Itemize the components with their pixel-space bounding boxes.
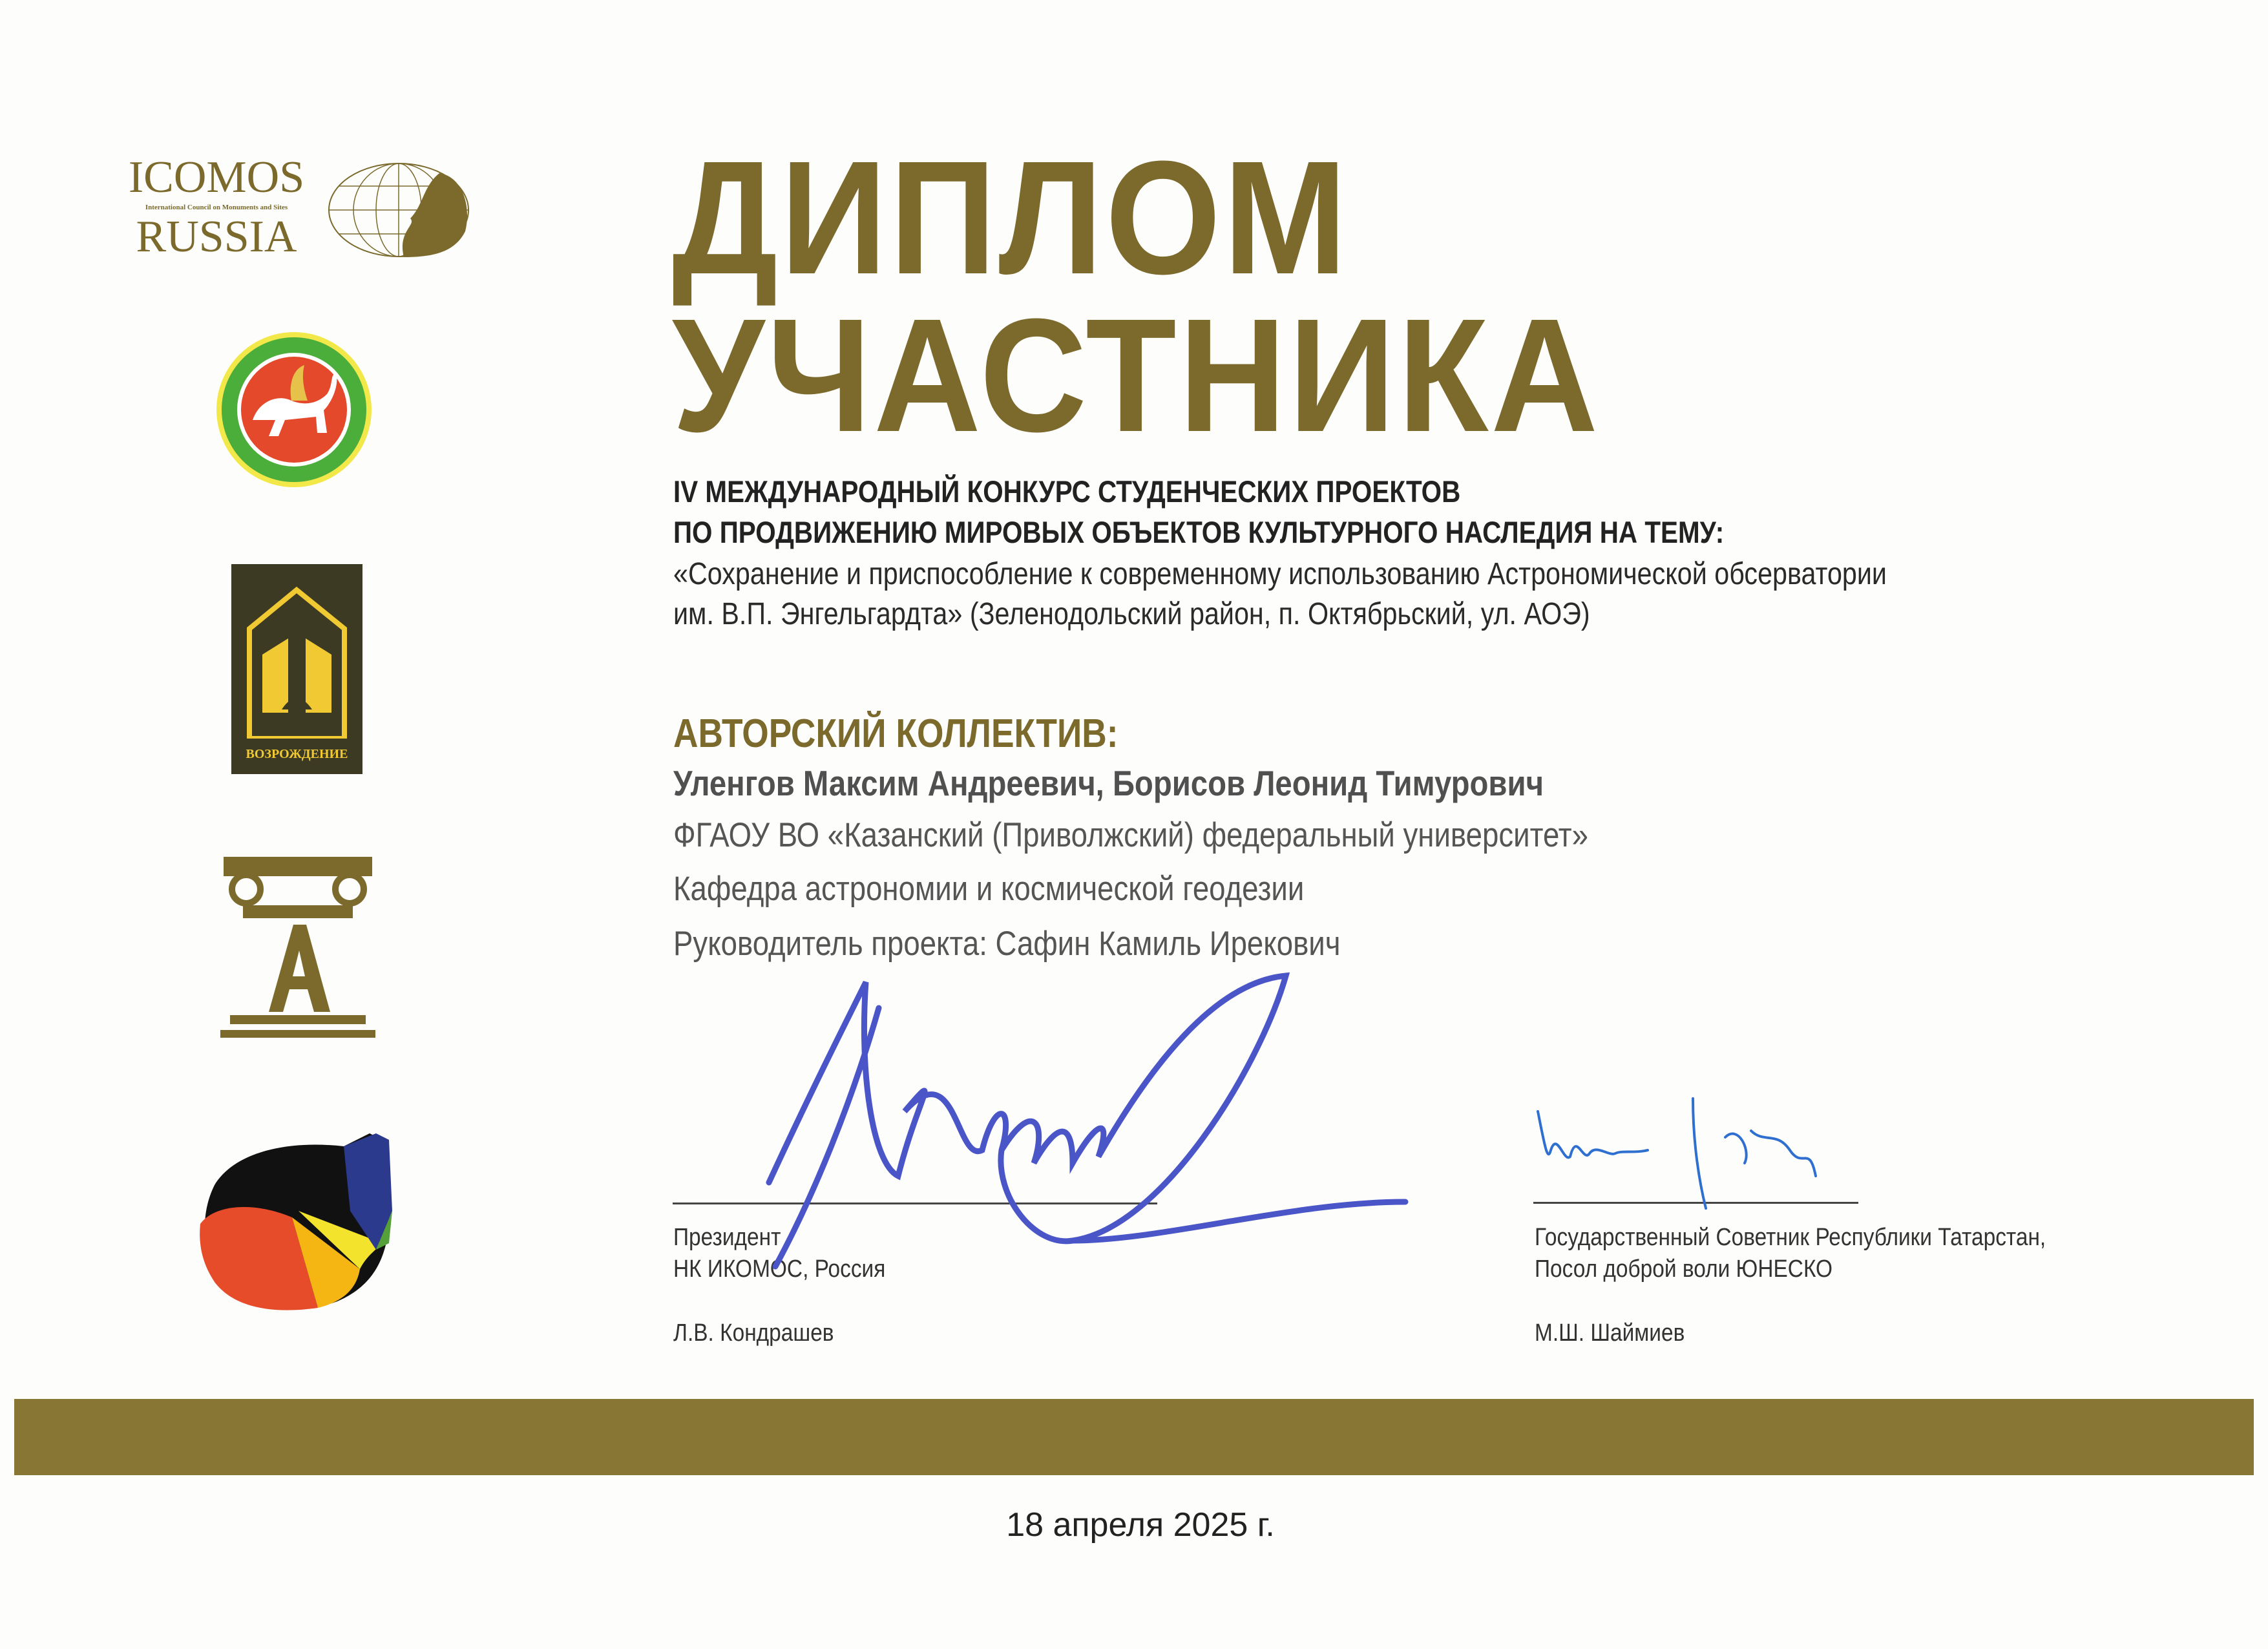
column-a-logo: [217, 850, 379, 1039]
signer-left-name: Л.В. Кондрашев: [673, 1319, 834, 1347]
diploma-date: 18 апреля 2025 г.: [1006, 1506, 1275, 1544]
authors-heading: АВТОРСКИЙ КОЛЛЕКТИВ:: [673, 711, 1118, 756]
university: ФГАОУ ВО «Казанский (Приволжский) федеральный университет»: [673, 816, 1589, 854]
vozrozhdenie-text: ВОЗРОЖДЕНИЕ: [246, 747, 348, 761]
signer-right-role1: Государственный Советник Республики Татарстан,: [1535, 1224, 2046, 1251]
signer-left-role2: НК ИКОМОС, Россия: [673, 1255, 886, 1283]
icomos-subtitle: International Council on Monuments and Sites: [145, 204, 288, 211]
diploma-title-line1: ДИПЛОМ: [672, 127, 1350, 308]
signer-right-role2: Посол доброй воли ЮНЕСКО: [1535, 1255, 1833, 1283]
jug-logo: [195, 1114, 402, 1314]
diploma-title-line2: УЧАСТНИКА: [672, 285, 1601, 465]
signer-right-name: М.Ш. Шаймиев: [1535, 1319, 1685, 1347]
footer-band: [14, 1399, 2254, 1475]
signature-left: [711, 905, 1422, 1325]
arch-book-icon: [243, 583, 351, 739]
vozrozhdenie-logo: [231, 564, 362, 774]
globe-horse-icon: [326, 160, 472, 260]
signature-right: [1531, 1092, 1867, 1228]
contest-topic-line1: «Сохранение и приспособление к современному использованию Астрономической обсерватории: [673, 557, 1887, 591]
authors-names: Уленгов Максим Андреевич, Борисов Леонид Тимурович: [673, 763, 1544, 803]
signer-left-role1: Президент: [673, 1224, 781, 1251]
icomos-logo-text: [116, 152, 317, 262]
department: Кафедра астрономии и космической геодезии: [673, 870, 1305, 908]
supervisor: Руководитель проекта: Сафин Камиль Ирекович: [673, 925, 1341, 963]
contest-topic-line2: им. В.П. Энгельгардта» (Зеленодольский район, п. Октябрьский, ул. АОЭ): [673, 597, 1590, 631]
icomos-line1: ICOMOS: [128, 152, 305, 202]
icomos-line2: RUSSIA: [136, 212, 297, 262]
contest-heading-line1: IV МЕЖДУНАРОДНЫЙ КОНКУРС СТУДЕНЧЕСКИХ ПРОЕКТОВ: [673, 474, 1461, 509]
contest-heading-line2: ПО ПРОДВИЖЕНИЮ МИРОВЫХ ОБЪЕКТОВ КУЛЬТУРНОГО НАСЛЕДИЯ НА ТЕМУ:: [673, 515, 1725, 549]
tatarstan-emblem: [214, 330, 374, 490]
icomos-logo: [116, 152, 478, 269]
